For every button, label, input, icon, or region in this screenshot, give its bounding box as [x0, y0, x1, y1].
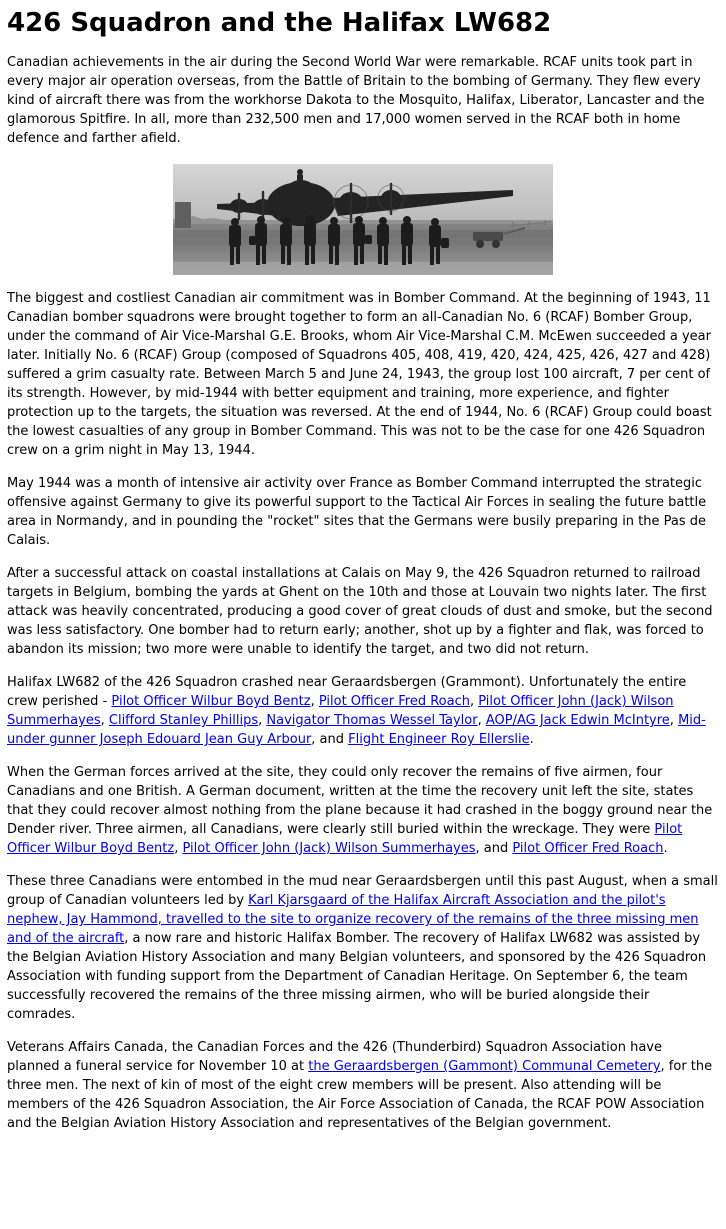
inline-link[interactable]: Pilot Officer Fred Roach: [512, 841, 664, 856]
kit-bag: [365, 235, 372, 244]
paragraph-text: May 1944 was a month of intensive air activity over France as Bomber Command interrupted the strategic offensive against Germany to give its powerful support to the Tactical Air Forces in sealing the future battle area in Normandy, and in pounding the "rocket" sites that the Germans were busily preparing in the Pas de Calais.: [7, 476, 707, 548]
paragraph-bomber-command: [7, 289, 718, 460]
halifax-crew-photo: [173, 164, 553, 275]
paragraph-text: ,: [258, 713, 267, 728]
paragraph-funeral-service: [7, 1038, 718, 1133]
paragraph-text: , and: [311, 732, 349, 747]
paragraph-text: After a successful attack on coastal installations at Calais on May 9, the 426 Squadron returned to railroad targets in Belgium, bombing the yards at Ghent on the 10th and those at Louvain two nights later. The first attack was heavily concentrated, producing a good cover of great clouds of dust and smoke, but the second was less satisfactory. One bomber had to return early; another, shot up by a fighter and flak, was forced to abandon its mission; two more were unable to identify the target, and two did not return.: [7, 566, 713, 657]
paragraph-text: When the German forces arrived at the site, they could only recover the remains of five airmen, four Canadians and one British. A German document, written at the time the recovery unit left the site, states that they could recover almost nothing from the plane because it had crashed in the boggy ground near the Dender river. Three airmen, all Canadians, were clearly still buried within the wreckage. They were: [7, 765, 713, 837]
paragraph-recovery-effort: [7, 872, 718, 1024]
paragraph-text: ,: [477, 713, 486, 728]
inline-link[interactable]: the Geraardsbergen (Gammont) Communal Cemetery: [308, 1059, 661, 1074]
paragraph-text: ,: [469, 694, 479, 709]
paragraph-crash-crew-list: [7, 673, 718, 749]
paragraph-text: .: [663, 841, 668, 856]
inline-link[interactable]: AOP/AG Jack Edwin McIntyre: [485, 713, 670, 728]
paragraph-text: ,: [100, 713, 109, 728]
inline-link[interactable]: Clifford Stanley Phillips: [108, 713, 259, 728]
paragraph-german-recovery: [7, 763, 718, 858]
inline-link[interactable]: Pilot Officer John (Jack) Wilson Summerhayes: [182, 841, 476, 856]
kit-bag: [249, 236, 256, 245]
paragraph-belgium-raids: [7, 564, 718, 659]
paragraph-text: Veterans Affairs Canada, the Canadian Forces and the 426 (Thunderbird) Squadron Association have planned a funeral service for November 10 at: [7, 1040, 662, 1074]
photo-hangar-silhouette: [175, 202, 191, 228]
paragraph-text: ,: [669, 713, 679, 728]
paragraph-text: ,: [174, 841, 183, 856]
paragraph-text: .: [529, 732, 534, 747]
inline-link[interactable]: Pilot Officer Fred Roach: [318, 694, 470, 709]
paragraph-text: These three Canadians were entombed in the mud near Geraardsbergen until this past August, when a small group of Canadian volunteers led by: [7, 874, 718, 908]
paragraph-text: , for the three men. The next of kin of most of the eight crew members will be present. Also attending will be members of the 426 Squadron Association, the Air Force Association of Canada, the RCAF POW Association and the Belgian Aviation History Association and representatives of the Belgian government.: [7, 1059, 713, 1131]
paragraph-text: , a now rare and historic Halifax Bomber. The recovery of Halifax LW682 was assisted by the Belgian Aviation History Association and many Belgian volunteers, and sponsored by the 426 Squadron Association with funding support from the Department of Canadian Heritage. On September 6, the team successfully recovered the remains of the three missing airmen, who will be buried alongside their comrades.: [7, 931, 707, 1022]
paragraph-text: ,: [310, 694, 319, 709]
paragraph-may-1944: [7, 474, 718, 550]
paragraph-rcaf-intro: [7, 53, 718, 148]
inline-link[interactable]: Navigator Thomas Wessel Taylor: [266, 713, 478, 728]
inline-link[interactable]: Pilot Officer Wilbur Boyd Bentz: [7, 822, 683, 856]
kit-bag: [441, 238, 449, 248]
paragraph-text: Canadian achievements in the air during the Second World War were remarkable. RCAF units took part in every major air operation overseas, from the Battle of Britain to the bombing of Germany. They flew every kind of aircraft there was from the workhorse Dakota to the Mosquito, Halifax, Liberator, Lancaster and the glamorous Spitfire. In all, more than 232,500 men and 17,000 women served in the RCAF both in home defence and farther afield.: [7, 55, 705, 146]
paragraph-text: The biggest and costliest Canadian air commitment was in Bomber Command. At the beginning of 1943, 11 Canadian bomber squadrons were brought together to form an all-Canadian No. 6 (RCAF) Bomber Group, under the command of Air Vice-Marshal G.E. Brooks, whom Air Vice-Marshal C.M. McEwen succeeded a year later. Initially No. 6 (RCAF) Group (composed of Squadrons 405, 408, 419, 420, 424, 425, 426, 427 and 428) suffered a grim casualty rate. Between March 5 and June 24, 1943, the group lost 100 aircraft, 7 per cent of its strength. However, by mid-1944 with better equipment and training, more experience, and fighter protection up to the targets, the situation was reversed. At the end of 1944, No. 6 (RCAF) Group could boast the lowest casualties of any group in Bomber Command. This was not to be the case for one 426 Squadron crew on a grim night in May 13, 1944.: [7, 291, 712, 458]
page-title: 426 Squadron and the Halifax LW682: [7, 8, 552, 38]
inline-link[interactable]: Pilot Officer John (Jack) Wilson Summerhayes: [7, 694, 674, 728]
inline-link[interactable]: Pilot Officer Wilbur Boyd Bentz: [111, 694, 311, 709]
inline-link[interactable]: Flight Engineer Roy Ellerslie: [348, 732, 530, 747]
inline-link[interactable]: Mid-under gunner Joseph Edouard Jean Guy Arbour: [7, 713, 706, 747]
photo-container: [7, 164, 718, 275]
inline-link[interactable]: Karl Kjarsgaard of the Halifax Aircraft Association and the pilot's nephew, Jay Hammond, travelled to the site to organize recovery of the remains of the three missing men and of the aircraft: [7, 893, 699, 946]
paragraph-text: , and: [475, 841, 513, 856]
paragraph-text: Halifax LW682 of the 426 Squadron crashed near Geraardsbergen (Grammont). Unfortunately the entire crew perished -: [7, 675, 687, 709]
